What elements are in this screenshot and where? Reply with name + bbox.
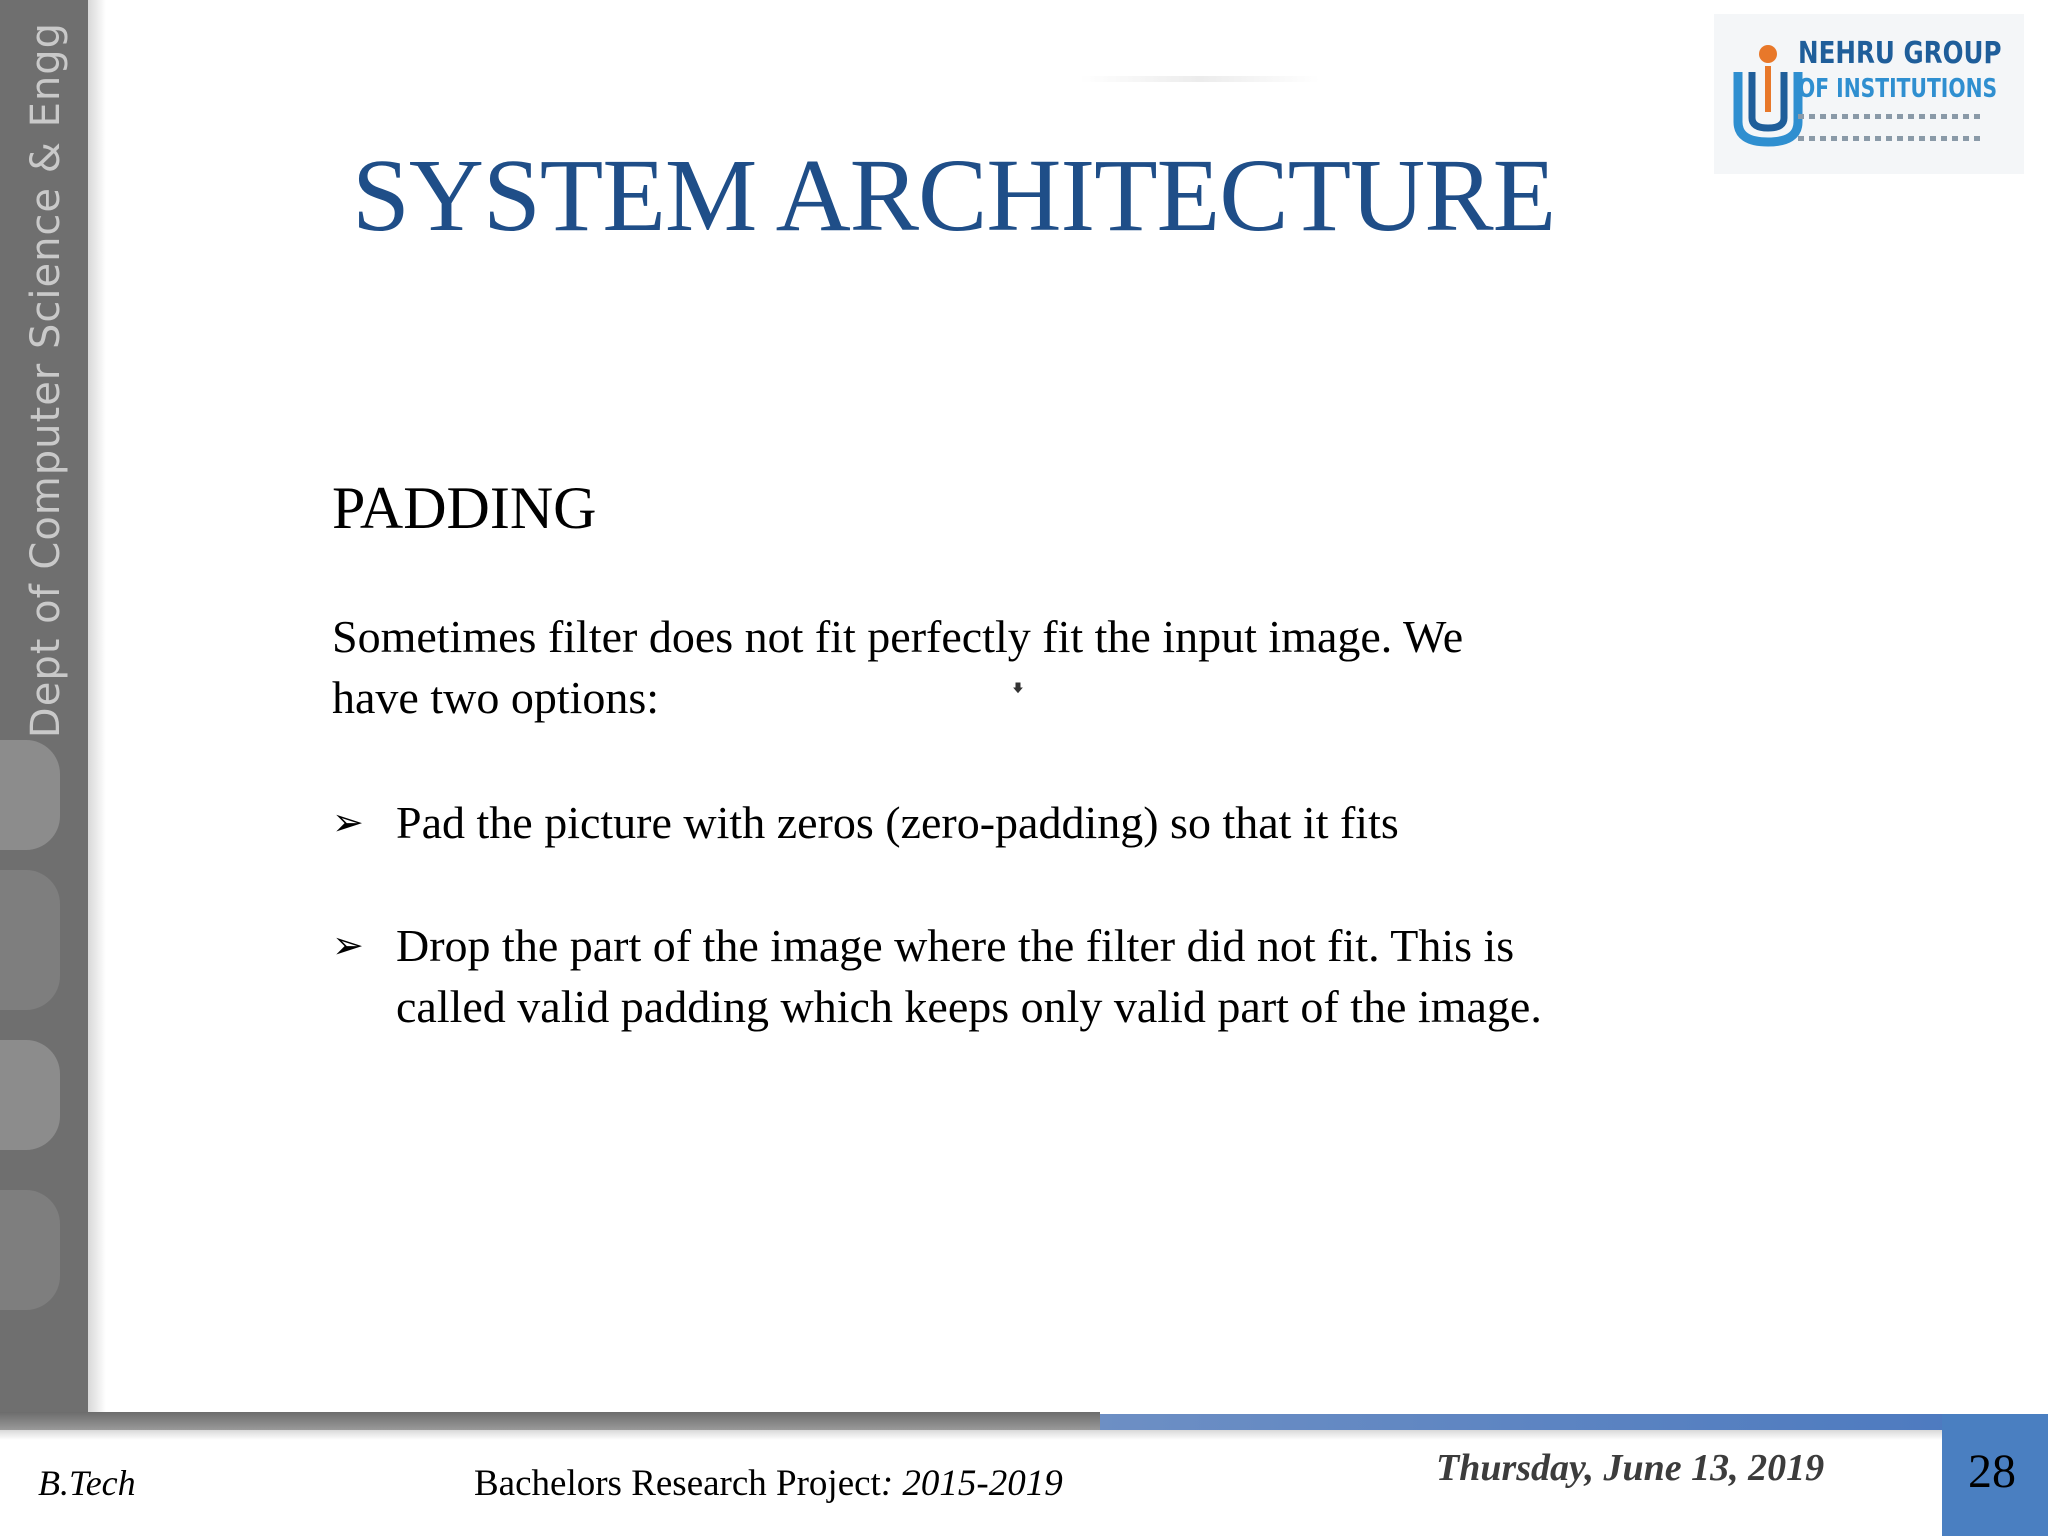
page-number: 28	[1968, 1445, 2016, 1498]
footer-project-years: : 2015-2019	[880, 1463, 1063, 1504]
intro-line: have two options:	[332, 672, 660, 723]
sidebar-edge	[88, 0, 106, 1412]
slide-title: SYSTEM ARCHITECTURE	[352, 138, 1556, 253]
footer-project	[474, 1462, 1063, 1505]
logo-emblem-icon	[1728, 42, 1808, 152]
footer-degree: B.Tech	[38, 1463, 136, 1503]
logo-name: NEHRU GROUP	[1798, 36, 2002, 71]
intro-line: Sometimes filter does not fit perfectly fit the input image. We	[332, 611, 1464, 662]
logo-tagline	[1798, 136, 1984, 141]
cursor-icon	[1011, 681, 1025, 695]
divider	[1080, 76, 1320, 82]
footer-bar	[0, 1412, 1100, 1430]
footer-accent-bar	[1100, 1414, 2048, 1430]
sidebar-decoration	[0, 1190, 60, 1310]
footer-date: Thursday, June 13, 2019	[1436, 1447, 1825, 1489]
institution-logo	[1714, 14, 2024, 174]
bullet-text: Pad the picture with zeros (zero-padding) so that it fits	[396, 797, 1399, 848]
section-heading: PADDING	[332, 475, 597, 541]
bullet-text: called valid padding which keeps only valid part of the image.	[396, 981, 1542, 1032]
arrow-bullet-icon: ➢	[332, 923, 364, 967]
sidebar-decoration	[0, 740, 60, 850]
footer-shadow	[0, 1430, 2048, 1440]
logo-tagline	[1798, 114, 1984, 119]
sidebar-decoration	[0, 1040, 60, 1150]
logo-subtitle: OF INSTITUTIONS	[1798, 74, 1998, 104]
sidebar	[0, 0, 88, 1412]
intro-paragraph	[332, 606, 1732, 728]
department-label: Dept of Computer Science & Engg	[23, 21, 69, 739]
footer-project-label: Bachelors Research Project	[474, 1463, 881, 1504]
arrow-bullet-icon: ➢	[332, 800, 364, 844]
bullet-text: Drop the part of the image where the filter did not fit. This is	[396, 920, 1515, 971]
sidebar-decoration	[0, 870, 60, 1010]
